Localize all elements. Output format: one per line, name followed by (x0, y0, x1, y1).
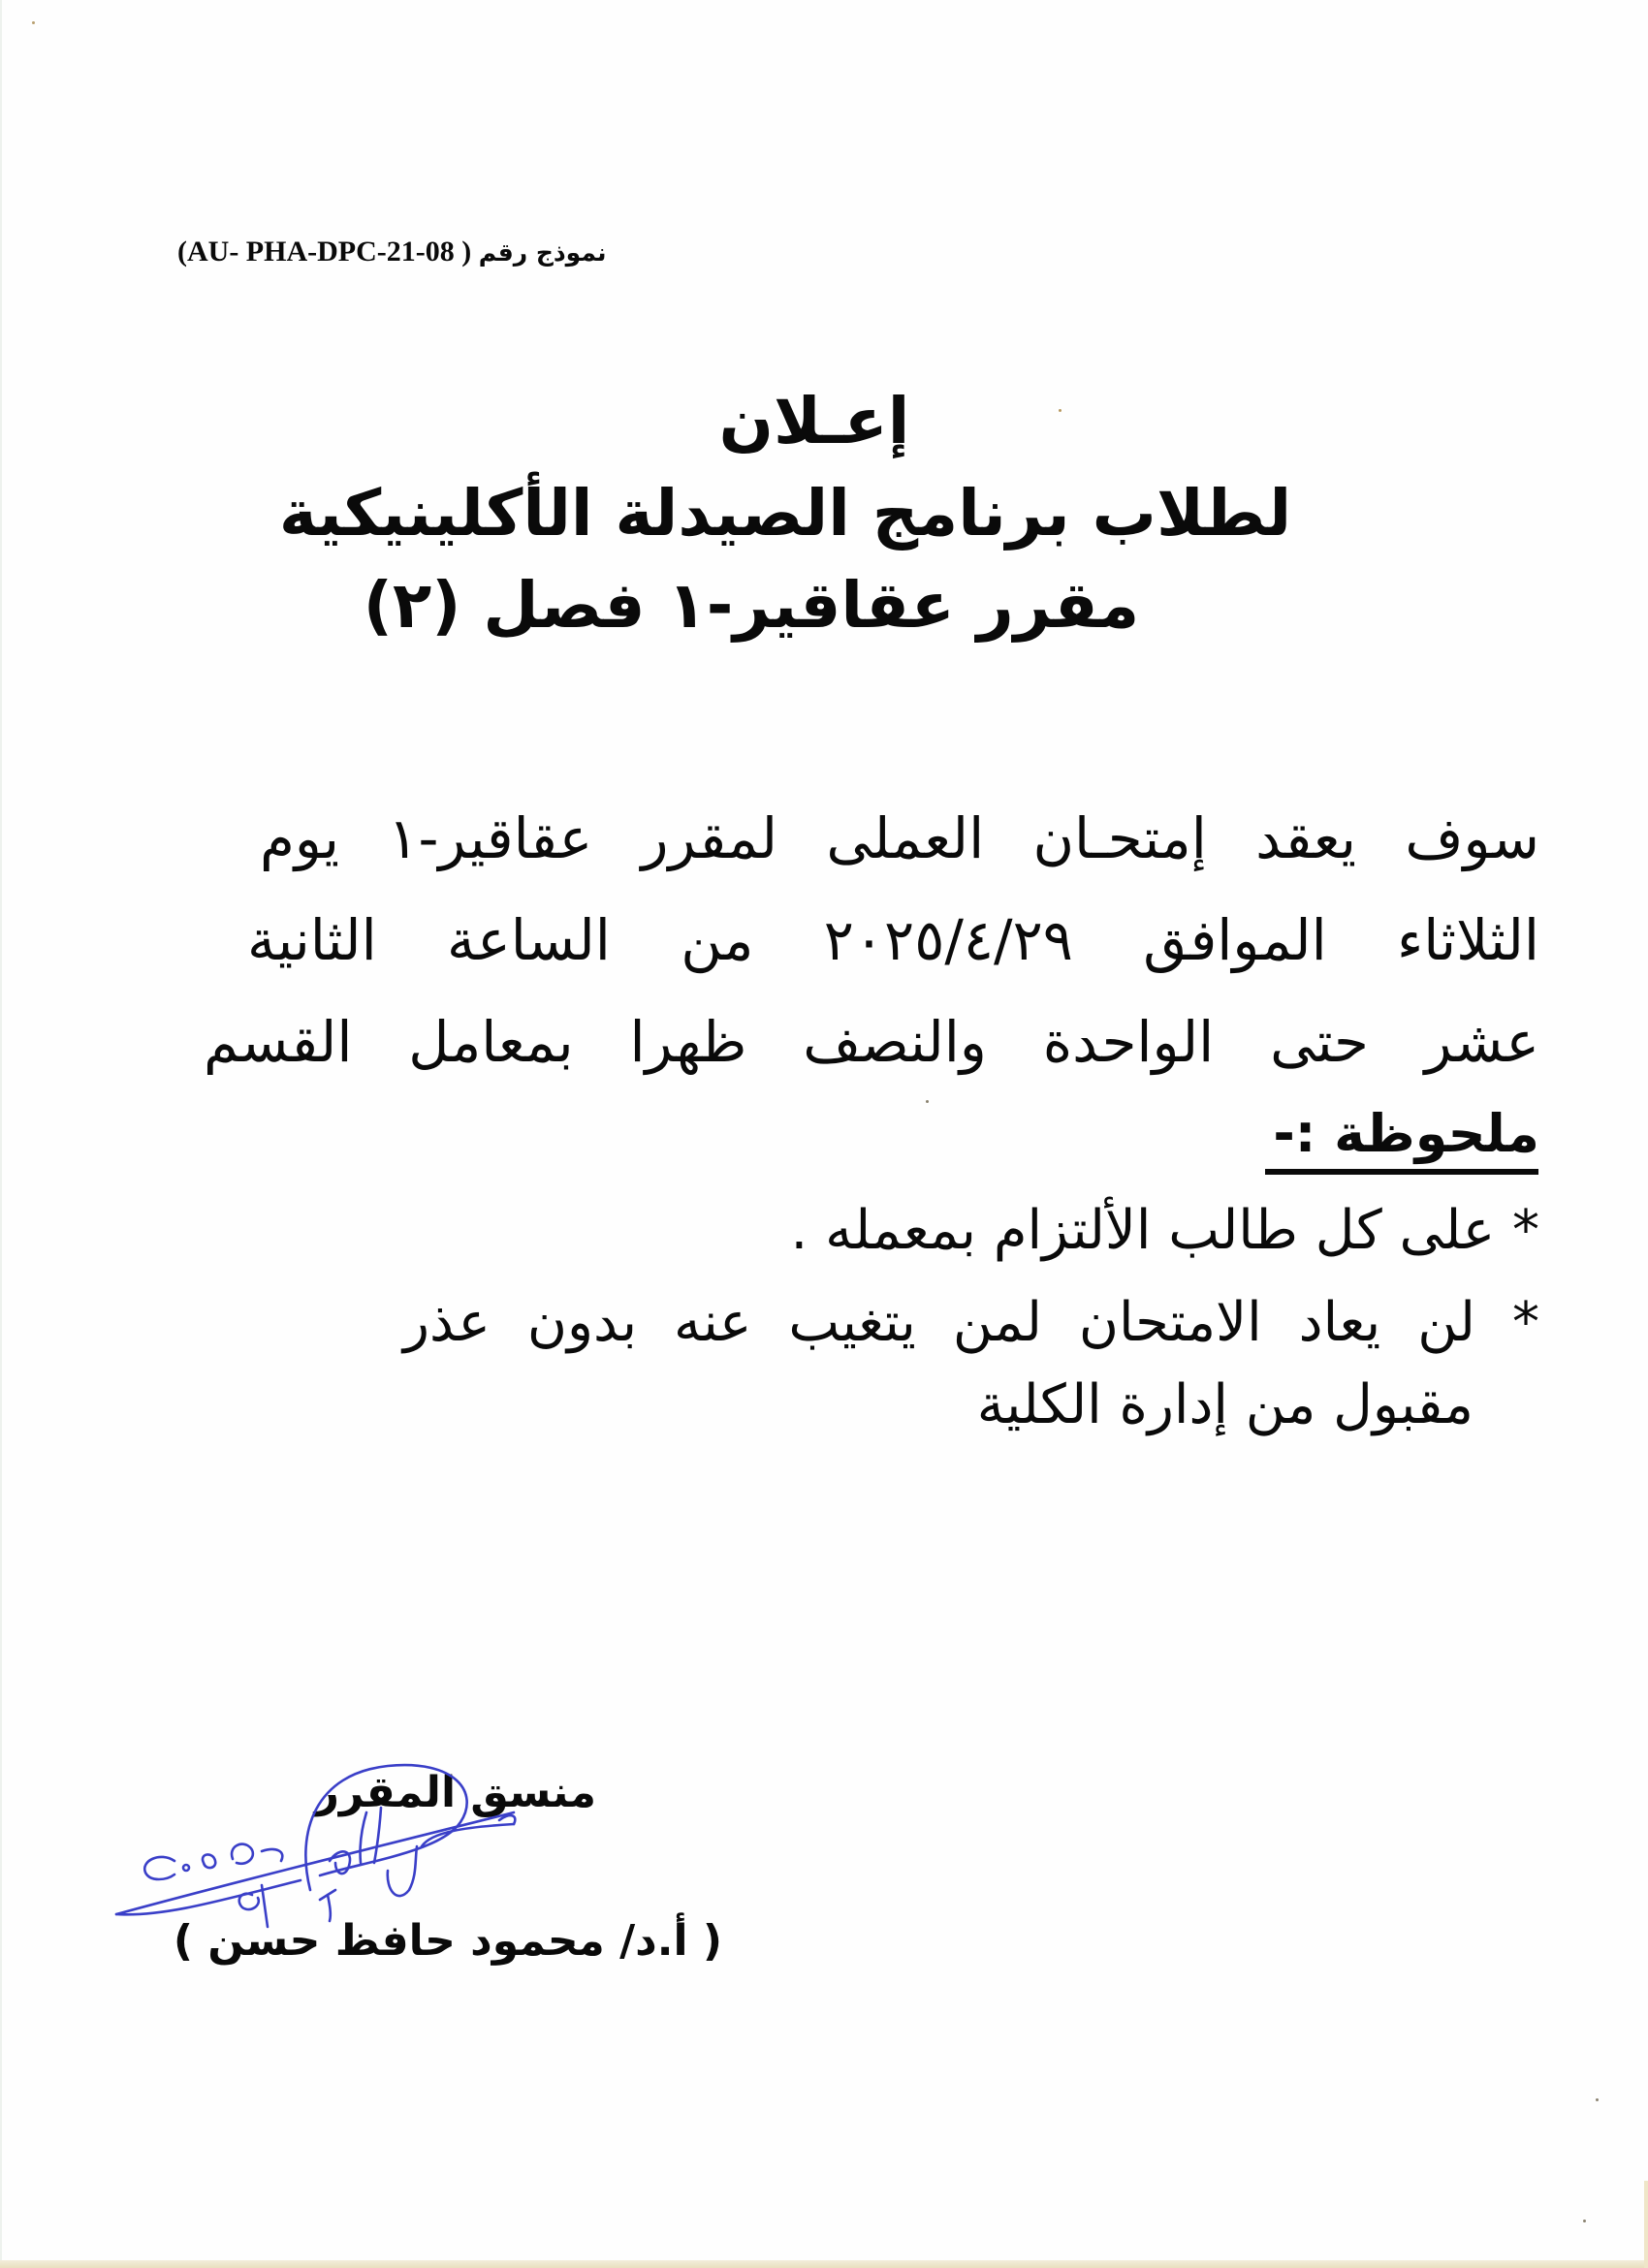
announcement-audience: لطلاب برنامج الصيدلة الأكلينيكية (278, 476, 1292, 551)
form-number-code: (AU- PHA-DPC-21-08 ) (177, 236, 472, 268)
scan-speck (926, 1100, 929, 1103)
scan-speck (32, 21, 35, 24)
coordinator-role: منسق المقرر (314, 1768, 596, 1817)
page-edge-right (1644, 2181, 1648, 2268)
note-heading: ملحوظة :- (1273, 1103, 1539, 1164)
scan-speck (1059, 409, 1062, 412)
announcement-course: مقرر عقاقير-١ فصل (٢) (363, 568, 1140, 643)
scan-speck (1583, 2220, 1586, 2222)
page-edge-bottom (0, 2260, 1648, 2268)
note-item-1: * على كل طالب الألتزام بمعمله . (790, 1199, 1539, 1262)
form-number-label: نموذج رقم (478, 238, 607, 267)
body-line-2: الثلاثاء الموافق ٢٠٢٥/٤/٢٩ من الساعة الثانية (247, 907, 1539, 973)
scan-speck (1596, 2098, 1599, 2101)
coordinator-name: ( أ.د/ محمود حافظ حسن ) (173, 1916, 722, 1966)
note-heading-underline (1265, 1169, 1538, 1175)
announcement-title: إعـلان (718, 384, 910, 458)
body-line-1: سوف يعقد إمتحـان العملى لمقرر عقاقير-١ يوم (260, 805, 1539, 871)
body-line-3: عشر حتى الواحدة والنصف ظهرا بمعامل القسم (204, 1009, 1539, 1075)
note-item-2: * لن يعاد الامتحان لمن يتغيب عنه بدون عذر (403, 1291, 1539, 1354)
form-number (177, 233, 662, 272)
page-edge-left (0, 0, 2, 2268)
note-item-2-continuation: مقبول من إدارة الكلية (976, 1373, 1474, 1436)
